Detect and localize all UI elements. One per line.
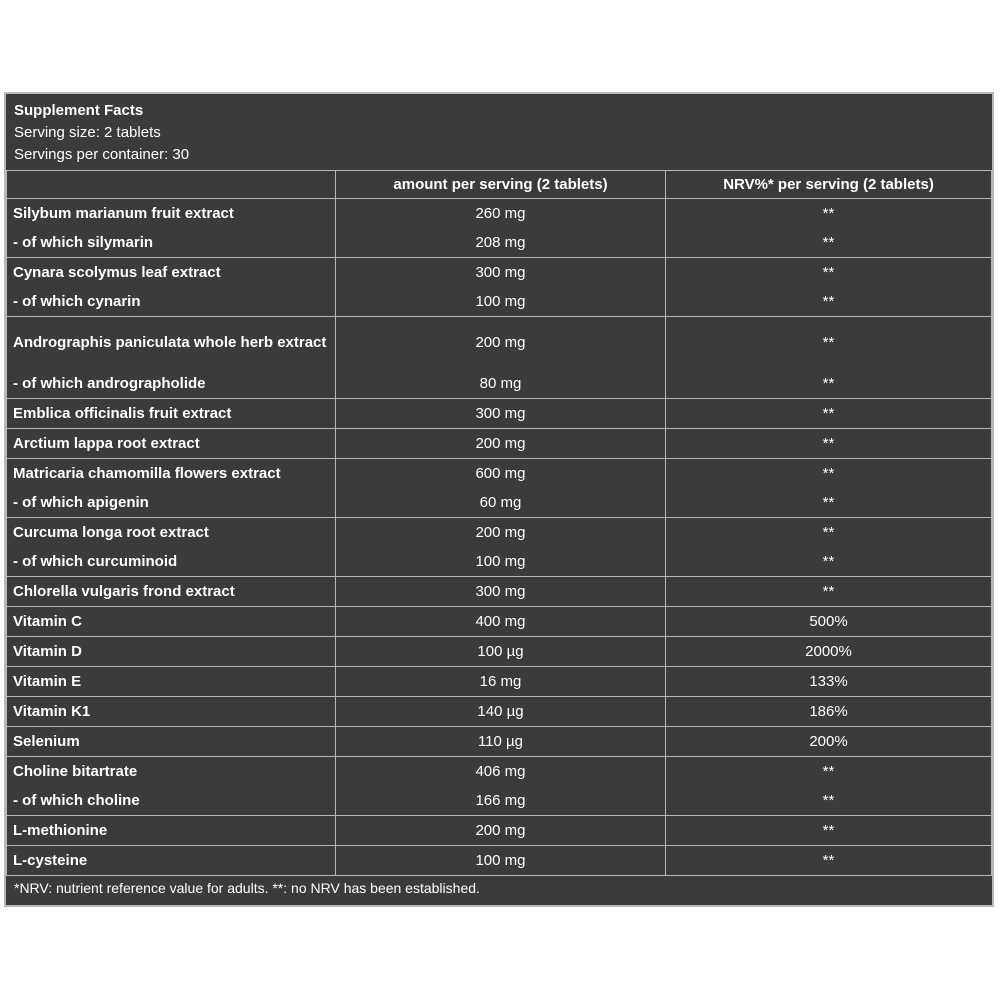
ingredient-name: Silybum marianum fruit extract	[13, 204, 234, 222]
ingredient-name: Matricaria chamomilla flowers extract	[13, 464, 281, 482]
nrv-value: 500%	[809, 612, 848, 630]
facts-title: Supplement Facts	[14, 102, 144, 119]
nrv-value: **	[822, 523, 835, 541]
cell-name	[7, 429, 336, 459]
cell-amount	[336, 637, 666, 667]
cell-name	[7, 317, 336, 399]
cell-nrv	[666, 607, 992, 637]
ingredient-name: L-cysteine	[13, 851, 88, 869]
table-row	[7, 816, 992, 846]
cell-amount	[336, 577, 666, 607]
table-row	[7, 199, 992, 258]
ingredient-name: Vitamin E	[13, 672, 82, 690]
cell-nrv	[666, 637, 992, 667]
nrv-value: **	[822, 791, 835, 809]
amount-value: 208 mg	[475, 233, 526, 251]
nrv-value: 186%	[809, 702, 848, 720]
table-row	[7, 577, 992, 607]
amount-value: 300 mg	[475, 582, 526, 600]
nrv-value: **	[822, 233, 835, 251]
cell-name	[7, 199, 336, 258]
cell-amount	[336, 399, 666, 429]
cell-name	[7, 727, 336, 757]
table-row	[7, 757, 992, 816]
nrv-value: **	[822, 404, 835, 422]
nrv-value: **	[822, 821, 835, 839]
facts-header	[6, 94, 992, 171]
cell-amount	[336, 816, 666, 846]
cell-nrv	[666, 199, 992, 258]
cell-amount	[336, 697, 666, 727]
cell-name	[7, 607, 336, 637]
nrv-value: 2000%	[805, 642, 852, 660]
ingredient-name: Curcuma longa root extract	[13, 523, 209, 541]
amount-value: 16 mg	[479, 672, 522, 690]
cell-nrv	[666, 518, 992, 577]
cell-amount	[336, 607, 666, 637]
amount-value: 300 mg	[475, 404, 526, 422]
ingredient-name: Cynara scolymus leaf extract	[13, 263, 221, 281]
table-row	[7, 607, 992, 637]
amount-value: 166 mg	[475, 791, 526, 809]
cell-amount	[336, 727, 666, 757]
nrv-value: **	[822, 374, 835, 392]
ingredient-name: - of which andrographolide	[13, 374, 206, 392]
cell-amount	[336, 518, 666, 577]
cell-name	[7, 757, 336, 816]
cell-name	[7, 399, 336, 429]
supplement-facts-panel	[4, 92, 994, 907]
amount-value: 140 µg	[477, 702, 524, 720]
cell-name	[7, 846, 336, 876]
ingredient-name: Vitamin C	[13, 612, 82, 630]
serving-size: Serving size: 2 tablets	[14, 124, 161, 141]
nrv-value: **	[822, 493, 835, 511]
cell-name	[7, 258, 336, 317]
amount-value: 200 mg	[475, 523, 526, 541]
cell-name	[7, 667, 336, 697]
cell-nrv	[666, 577, 992, 607]
cell-nrv	[666, 258, 992, 317]
cell-name	[7, 577, 336, 607]
cell-nrv	[666, 727, 992, 757]
amount-value: 300 mg	[475, 263, 526, 281]
amount-value: 100 mg	[475, 552, 526, 570]
amount-value: 260 mg	[475, 204, 526, 222]
nrv-value: 200%	[809, 732, 848, 750]
cell-amount	[336, 667, 666, 697]
cell-name	[7, 518, 336, 577]
ingredient-name: Arctium lappa root extract	[13, 434, 200, 452]
cell-amount	[336, 757, 666, 816]
ingredient-name: - of which curcuminoid	[13, 552, 178, 570]
nrv-value: **	[822, 292, 835, 310]
servings-per-container: Servings per container: 30	[14, 146, 190, 163]
cell-name	[7, 816, 336, 846]
table-header-row	[7, 171, 992, 199]
ingredient-name: - of which cynarin	[13, 292, 141, 310]
cell-nrv	[666, 459, 992, 518]
table-row	[7, 258, 992, 317]
nrv-value: **	[822, 263, 835, 281]
table-row	[7, 399, 992, 429]
ingredient-name: - of which silymarin	[13, 233, 154, 251]
cell-nrv	[666, 429, 992, 459]
nrv-value: **	[822, 552, 835, 570]
table-row	[7, 697, 992, 727]
cell-amount	[336, 317, 666, 399]
amount-value: 80 mg	[479, 374, 522, 392]
footnote: *NRV: nutrient reference value for adults. **: no NRV has been established.	[14, 880, 480, 896]
table-row	[7, 637, 992, 667]
nrv-value: **	[822, 464, 835, 482]
amount-value: 100 µg	[477, 642, 524, 660]
cell-name	[7, 697, 336, 727]
amount-value: 200 mg	[475, 821, 526, 839]
nrv-value: **	[822, 334, 835, 351]
cell-amount	[336, 258, 666, 317]
table-row	[7, 429, 992, 459]
table-row	[7, 459, 992, 518]
table-row	[7, 846, 992, 876]
cell-nrv	[666, 816, 992, 846]
column-header-amount: amount per serving (2 tablets)	[336, 171, 666, 199]
cell-amount	[336, 459, 666, 518]
cell-nrv	[666, 846, 992, 876]
ingredient-name: Selenium	[13, 732, 80, 750]
cell-nrv	[666, 757, 992, 816]
cell-nrv	[666, 667, 992, 697]
nrv-value: **	[822, 762, 835, 780]
table-row	[7, 667, 992, 697]
ingredient-name: Vitamin K1	[13, 702, 91, 720]
cell-amount	[336, 199, 666, 258]
nrv-value: **	[822, 582, 835, 600]
cell-nrv	[666, 399, 992, 429]
facts-body	[7, 199, 992, 876]
ingredient-name: Emblica officinalis fruit extract	[13, 404, 232, 422]
cell-amount	[336, 846, 666, 876]
amount-value: 110 µg	[477, 732, 524, 750]
cell-nrv	[666, 317, 992, 399]
amount-value: 600 mg	[475, 464, 526, 482]
nrv-value: 133%	[809, 672, 848, 690]
amount-value: 60 mg	[479, 493, 522, 511]
amount-value: 100 mg	[475, 851, 526, 869]
cell-name	[7, 459, 336, 518]
cell-name	[7, 637, 336, 667]
table-row	[7, 727, 992, 757]
table-row	[7, 317, 992, 399]
amount-value: 200 mg	[475, 434, 526, 452]
nrv-value: **	[822, 851, 835, 869]
amount-value: 400 mg	[475, 612, 526, 630]
ingredient-name: Chlorella vulgaris frond extract	[13, 582, 235, 600]
ingredient-name: Choline bitartrate	[13, 762, 138, 780]
ingredient-name: L-methionine	[13, 821, 108, 839]
ingredient-name: Vitamin D	[13, 642, 82, 660]
table-row	[7, 518, 992, 577]
ingredient-name: Andrographis paniculata whole herb extract	[13, 334, 327, 351]
nrv-value: **	[822, 434, 835, 452]
ingredient-name: - of which choline	[13, 791, 140, 809]
ingredient-name: - of which apigenin	[13, 493, 149, 511]
nrv-value: **	[822, 204, 835, 222]
amount-value: 200 mg	[475, 334, 526, 351]
cell-nrv	[666, 697, 992, 727]
facts-table	[6, 170, 992, 876]
amount-value: 406 mg	[475, 762, 526, 780]
column-header-nrv: NRV%* per serving (2 tablets)	[666, 171, 992, 199]
amount-value: 100 mg	[475, 292, 526, 310]
column-header-name	[7, 171, 336, 199]
cell-amount	[336, 429, 666, 459]
